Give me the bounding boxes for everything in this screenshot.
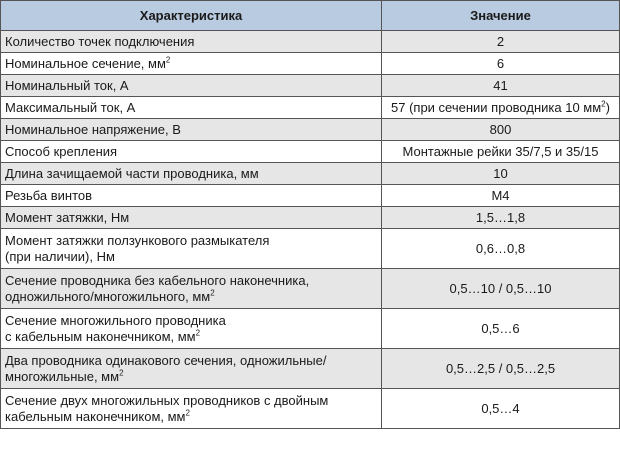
row-label: Сечение проводника без кабельного наконечника, одножильного/многожильного, $мм^2$ [1, 269, 382, 309]
row-value: 57 (при сечении проводника 10 $мм^2$) [382, 97, 620, 119]
row-value: 1,5…1,8 [382, 207, 620, 229]
table-header-row [1, 1, 620, 31]
row-label: Номинальное напряжение, В [1, 119, 382, 141]
row-label: Длина зачищаемой части проводника, мм [1, 163, 382, 185]
row-label: Сечение двух многожильных проводников с двойным кабельным наконечником, $мм^2$ [1, 389, 382, 429]
table-row [1, 141, 620, 163]
row-value: Монтажные рейки 35/7,5 и 35/15 [382, 141, 620, 163]
row-value: 0,5…2,5 / 0,5…2,5 [382, 349, 620, 389]
row-value: 0,5…10 / 0,5…10 [382, 269, 620, 309]
superscript: 2 [185, 408, 190, 418]
row-label: Номинальный ток, А [1, 75, 382, 97]
superscript: 2 [165, 55, 171, 65]
row-value: 10 [382, 163, 620, 185]
row-value: 800 [382, 119, 620, 141]
superscript: 2 [195, 328, 201, 338]
table-row [1, 97, 620, 119]
table-row [1, 163, 620, 185]
row-label: Номинальное сечение, $мм^2$ [1, 53, 382, 75]
table-row [1, 31, 620, 53]
table-row [1, 229, 620, 269]
row-label: Сечение многожильного проводника с кабельным наконечником, $мм^2$ [1, 309, 382, 349]
row-label: Момент затяжки ползункового размыкателя (при наличии), Нм [1, 229, 382, 269]
table-row [1, 309, 620, 349]
row-value: 0,5…4 [382, 389, 620, 429]
row-label: Максимальный ток, А [1, 97, 382, 119]
table-row [1, 119, 620, 141]
column-header-value: Значение [382, 1, 620, 31]
row-value: 0,6…0,8 [382, 229, 620, 269]
row-label: Момент затяжки, Нм [1, 207, 382, 229]
row-label: Резьба винтов [1, 185, 382, 207]
column-header-characteristic: Характеристика [1, 1, 382, 31]
row-value: 0,5…6 [382, 309, 620, 349]
row-label: Количество точек подключения [1, 31, 382, 53]
table-row [1, 269, 620, 309]
table-row [1, 389, 620, 429]
superscript: 2 [601, 99, 606, 109]
table-row [1, 75, 620, 97]
row-value: 41 [382, 75, 620, 97]
superscript: 2 [119, 368, 124, 378]
table-row [1, 185, 620, 207]
row-value: 6 [382, 53, 620, 75]
row-value: 2 [382, 31, 620, 53]
table-row [1, 349, 620, 389]
superscript: 2 [210, 288, 215, 298]
row-label: Два проводника одинакового сечения, одножильные/ многожильные, $мм^2$ [1, 349, 382, 389]
table-row [1, 207, 620, 229]
row-value: М4 [382, 185, 620, 207]
row-label: Способ крепления [1, 141, 382, 163]
table-row [1, 53, 620, 75]
